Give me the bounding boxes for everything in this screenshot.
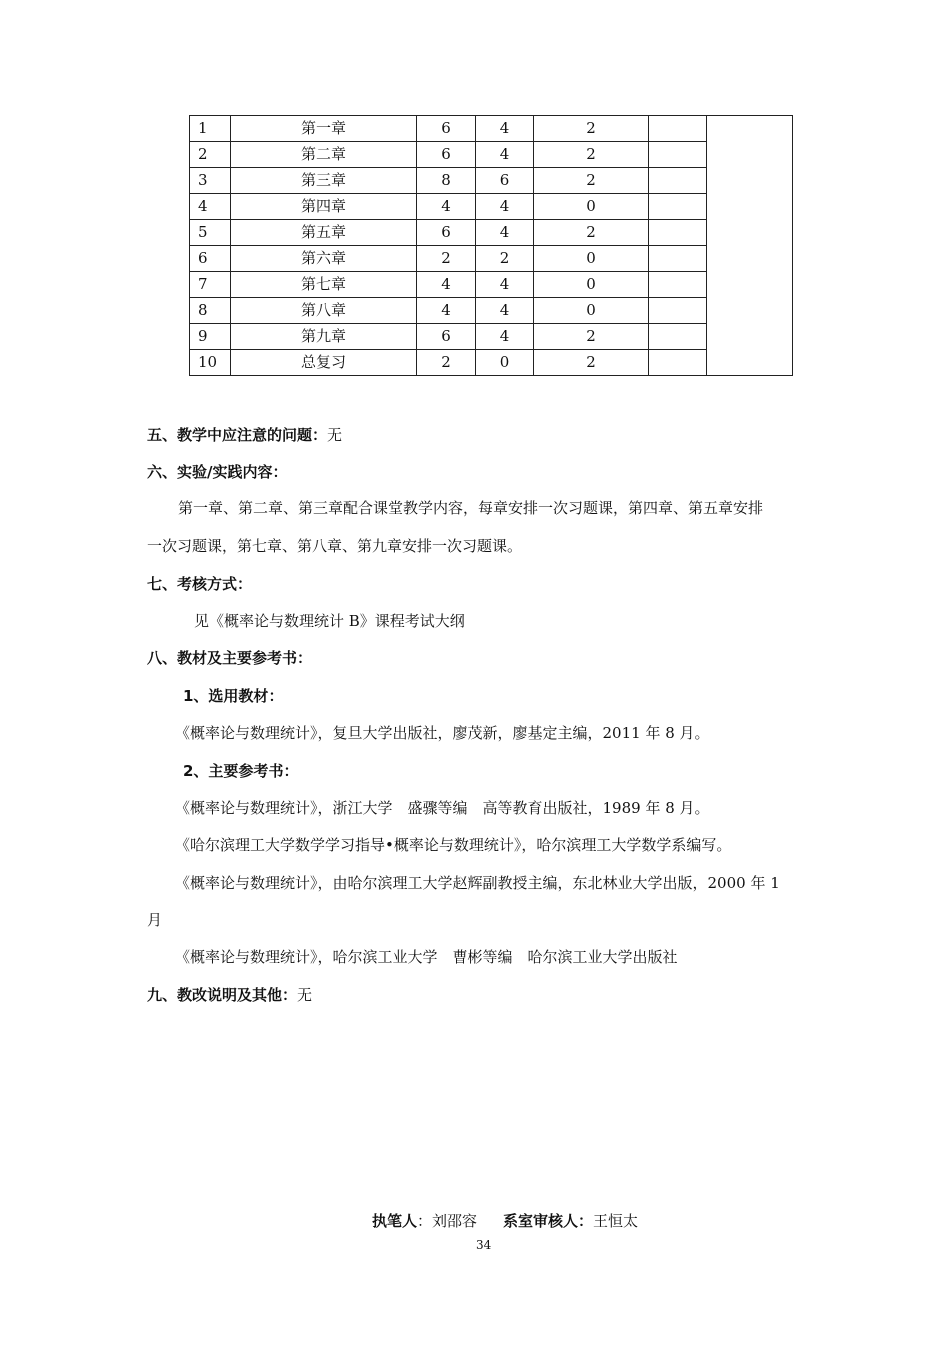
table-cell: 第二章 bbox=[231, 142, 417, 168]
table-cell: 4 bbox=[476, 298, 534, 324]
table-cell: 3 bbox=[190, 168, 231, 194]
table-cell bbox=[707, 116, 793, 376]
table-cell bbox=[649, 350, 707, 376]
table-row bbox=[190, 168, 793, 194]
table-cell: 4 bbox=[476, 194, 534, 220]
table-cell: 2 bbox=[534, 350, 649, 376]
signature-line bbox=[372, 1211, 638, 1231]
section-5-value: 无 bbox=[327, 426, 343, 444]
table-cell bbox=[649, 194, 707, 220]
table-cell: 6 bbox=[417, 142, 476, 168]
section-6-heading: 六、实验/实践内容： bbox=[147, 463, 288, 481]
table-cell bbox=[649, 272, 707, 298]
table-row bbox=[190, 116, 793, 142]
table-cell: 5 bbox=[190, 220, 231, 246]
table-cell bbox=[649, 246, 707, 272]
table-cell bbox=[649, 142, 707, 168]
table-cell: 第四章 bbox=[231, 194, 417, 220]
table-cell: 2 bbox=[534, 220, 649, 246]
table-cell: 2 bbox=[417, 350, 476, 376]
reference-4: 《概率论与数理统计》，哈尔滨工业大学 曹彬等编 哈尔滨工业大学出版社 bbox=[175, 948, 678, 966]
table-row bbox=[190, 220, 793, 246]
table-cell: 2 bbox=[534, 324, 649, 350]
writer-label: 执笔人 bbox=[372, 1212, 418, 1230]
table-cell: 0 bbox=[476, 350, 534, 376]
table-cell: 0 bbox=[534, 246, 649, 272]
table-cell: 0 bbox=[534, 194, 649, 220]
table-cell: 4 bbox=[476, 220, 534, 246]
table-cell: 8 bbox=[417, 168, 476, 194]
table-cell: 9 bbox=[190, 324, 231, 350]
section-9-heading: 九、教改说明及其他： bbox=[147, 986, 298, 1004]
section-6-paragraph-line2: 一次习题课，第七章、第八章、第九章安排一次习题课。 bbox=[147, 537, 523, 555]
reference-1: 《概率论与数理统计》，浙江大学 盛骤等编 高等教育出版社，1989 年 8 月。 bbox=[175, 799, 710, 817]
table-cell: 2 bbox=[534, 116, 649, 142]
table-cell bbox=[649, 168, 707, 194]
page-number: 34 bbox=[476, 1238, 492, 1252]
table-cell: 6 bbox=[190, 246, 231, 272]
table-cell: 第五章 bbox=[231, 220, 417, 246]
section-7-heading: 七、考核方式： bbox=[147, 575, 253, 593]
table-cell: 第三章 bbox=[231, 168, 417, 194]
table-cell: 0 bbox=[534, 272, 649, 298]
reference-3-line1: 《概率论与数理统计》，由哈尔滨理工大学赵辉副教授主编，东北林业大学出版，2000 年 1 bbox=[175, 874, 780, 892]
table-cell: 2 bbox=[417, 246, 476, 272]
section-6-paragraph-line1: 第一章、第二章、第三章配合课堂教学内容，每章安排一次习题课，第四章、第五章安排 bbox=[178, 499, 764, 517]
reviewer-name: 王恒太 bbox=[593, 1212, 639, 1230]
reviewer-label: 系室审核人： bbox=[503, 1212, 594, 1230]
textbook-entry: 《概率论与数理统计》，复旦大学出版社，廖茂新，廖基定主编，2011 年 8 月。 bbox=[175, 724, 710, 742]
table-cell: 第一章 bbox=[231, 116, 417, 142]
schedule-table bbox=[189, 115, 793, 376]
schedule-table-body bbox=[190, 116, 793, 376]
table-row bbox=[190, 298, 793, 324]
table-cell: 第六章 bbox=[231, 246, 417, 272]
table-cell: 2 bbox=[476, 246, 534, 272]
table-cell: 1 bbox=[190, 116, 231, 142]
table-cell: 10 bbox=[190, 350, 231, 376]
table-cell: 6 bbox=[417, 324, 476, 350]
section-8-sub2: 2、主要参考书： bbox=[183, 762, 299, 780]
table-row bbox=[190, 324, 793, 350]
table-row bbox=[190, 142, 793, 168]
section-9-value: 无 bbox=[297, 986, 313, 1004]
table-cell: 总复习 bbox=[231, 350, 417, 376]
table-cell: 4 bbox=[190, 194, 231, 220]
table-cell: 0 bbox=[534, 298, 649, 324]
table-cell: 6 bbox=[476, 168, 534, 194]
table-cell: 6 bbox=[417, 116, 476, 142]
writer-name: ：刘邵容 bbox=[417, 1212, 478, 1230]
table-cell: 4 bbox=[417, 298, 476, 324]
table-cell: 2 bbox=[534, 168, 649, 194]
table-cell: 第九章 bbox=[231, 324, 417, 350]
table-cell: 6 bbox=[417, 220, 476, 246]
section-9 bbox=[147, 985, 312, 1005]
table-cell: 7 bbox=[190, 272, 231, 298]
table-cell: 第七章 bbox=[231, 272, 417, 298]
table-cell: 4 bbox=[476, 142, 534, 168]
section-5-heading: 五、教学中应注意的问题： bbox=[147, 426, 328, 444]
section-5 bbox=[147, 425, 342, 445]
reference-2: 《哈尔滨理工大学数学学习指导•概率论与数理统计》，哈尔滨理工大学数学系编写。 bbox=[175, 836, 732, 854]
section-7-text: 见《概率论与数理统计 B》课程考试大纲 bbox=[194, 612, 465, 630]
table-cell: 2 bbox=[190, 142, 231, 168]
table-cell bbox=[649, 116, 707, 142]
section-8-heading: 八、教材及主要参考书： bbox=[147, 649, 313, 667]
table-cell: 4 bbox=[476, 116, 534, 142]
table-cell bbox=[649, 220, 707, 246]
table-cell: 8 bbox=[190, 298, 231, 324]
table-row bbox=[190, 350, 793, 376]
reference-3-line2: 月 bbox=[147, 911, 163, 929]
table-cell: 第八章 bbox=[231, 298, 417, 324]
table-cell: 4 bbox=[417, 272, 476, 298]
table-cell bbox=[649, 298, 707, 324]
table-cell: 4 bbox=[476, 324, 534, 350]
table-cell: 4 bbox=[476, 272, 534, 298]
table-cell bbox=[649, 324, 707, 350]
table-row bbox=[190, 246, 793, 272]
table-row bbox=[190, 272, 793, 298]
table-cell: 4 bbox=[417, 194, 476, 220]
section-8-sub1: 1、选用教材： bbox=[183, 687, 284, 705]
table-cell: 2 bbox=[534, 142, 649, 168]
table-row bbox=[190, 194, 793, 220]
